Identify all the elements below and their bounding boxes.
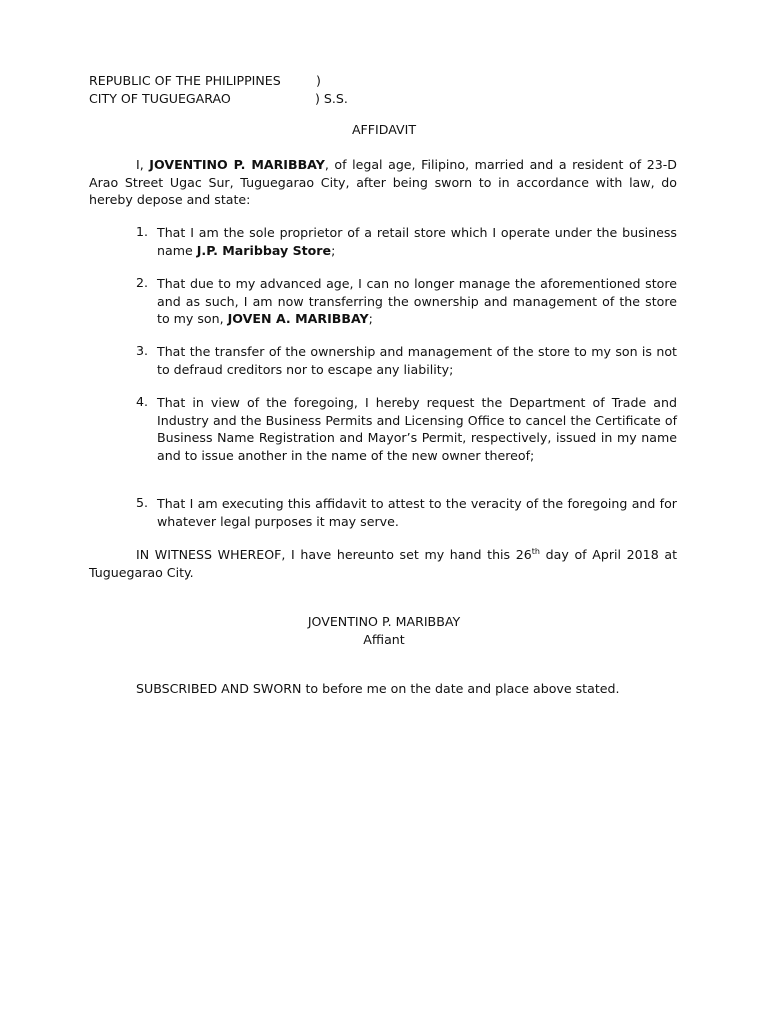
document-title <box>0 122 768 137</box>
item-number: 3. <box>136 343 149 358</box>
intro-paragraph <box>89 156 677 209</box>
item-number: 5. <box>136 495 149 510</box>
item-suffix: ; <box>331 242 336 258</box>
list-item: That the transfer of the ownership and management of the store to my son is not to defraud creditors nor to escape any liability; <box>157 344 677 377</box>
list-item: That I am executing this affidavit to attest to the veracity of the foregoing and for whatever legal purposes it may serve. <box>157 496 677 529</box>
signature-name: JOVENTINO P. MARIBBAY <box>307 614 461 629</box>
item-suffix: ; <box>368 311 373 326</box>
witness-post: day of April 2018 at Tuguegarao City. <box>89 547 678 580</box>
witness-paragraph <box>89 546 677 581</box>
venue-country: REPUBLIC OF THE PHILIPPINES <box>89 73 281 88</box>
item-number: 4. <box>136 394 149 409</box>
son-name: JOVEN A. MARIBBAY <box>227 311 369 326</box>
jurat-line: SUBSCRIBED AND SWORN to before me on the date and place above stated. <box>136 681 620 696</box>
item-number: 1. <box>136 224 149 239</box>
intro-pre: I, <box>136 157 150 172</box>
item-text: That due to my advanced age, I can no longer manage the aforementioned store and as such, I am now transferring the ownership and management of the store to my son, <box>157 276 677 326</box>
document-title-text: AFFIDAVIT <box>351 122 417 137</box>
item-text: That I am the sole proprietor of a retail store which I operate under the business name <box>157 225 677 258</box>
venue-line-city <box>89 90 348 108</box>
venue-block <box>89 72 348 107</box>
item-number: 2. <box>136 275 149 290</box>
list-item <box>157 275 677 328</box>
venue-city: CITY OF TUGUEGARAO <box>89 90 231 106</box>
list-item <box>157 224 677 259</box>
venue-ss: ) S.S. <box>315 90 348 106</box>
intro-post: , of legal age, Filipino, married and a resident of 23-D Arao Street Ugac Sur, Tuguegarao City, after being sworn to in accordance with law, do hereby depose and state: <box>89 157 677 207</box>
signature-role: Affiant <box>363 632 405 647</box>
list-item: That in view of the foregoing, I hereby request the Department of Trade and Industry and the Business Permits and Licensing Office to cancel the Certificate of Business Name Registration and Mayor’s Permit, respectively, issued in my name and to issue another in the name of the new owner thereof; <box>157 395 677 463</box>
venue-line-republic <box>89 72 321 90</box>
store-name: J.P. Maribbay Store <box>196 242 332 258</box>
ordinal-suffix: th <box>531 546 540 556</box>
witness-pre: IN WITNESS WHEREOF, I have hereunto set my hand this 26 <box>136 547 532 562</box>
affiant-name-inline: JOVENTINO P. MARIBBAY <box>149 157 325 172</box>
venue-bracket: ) <box>316 73 321 88</box>
